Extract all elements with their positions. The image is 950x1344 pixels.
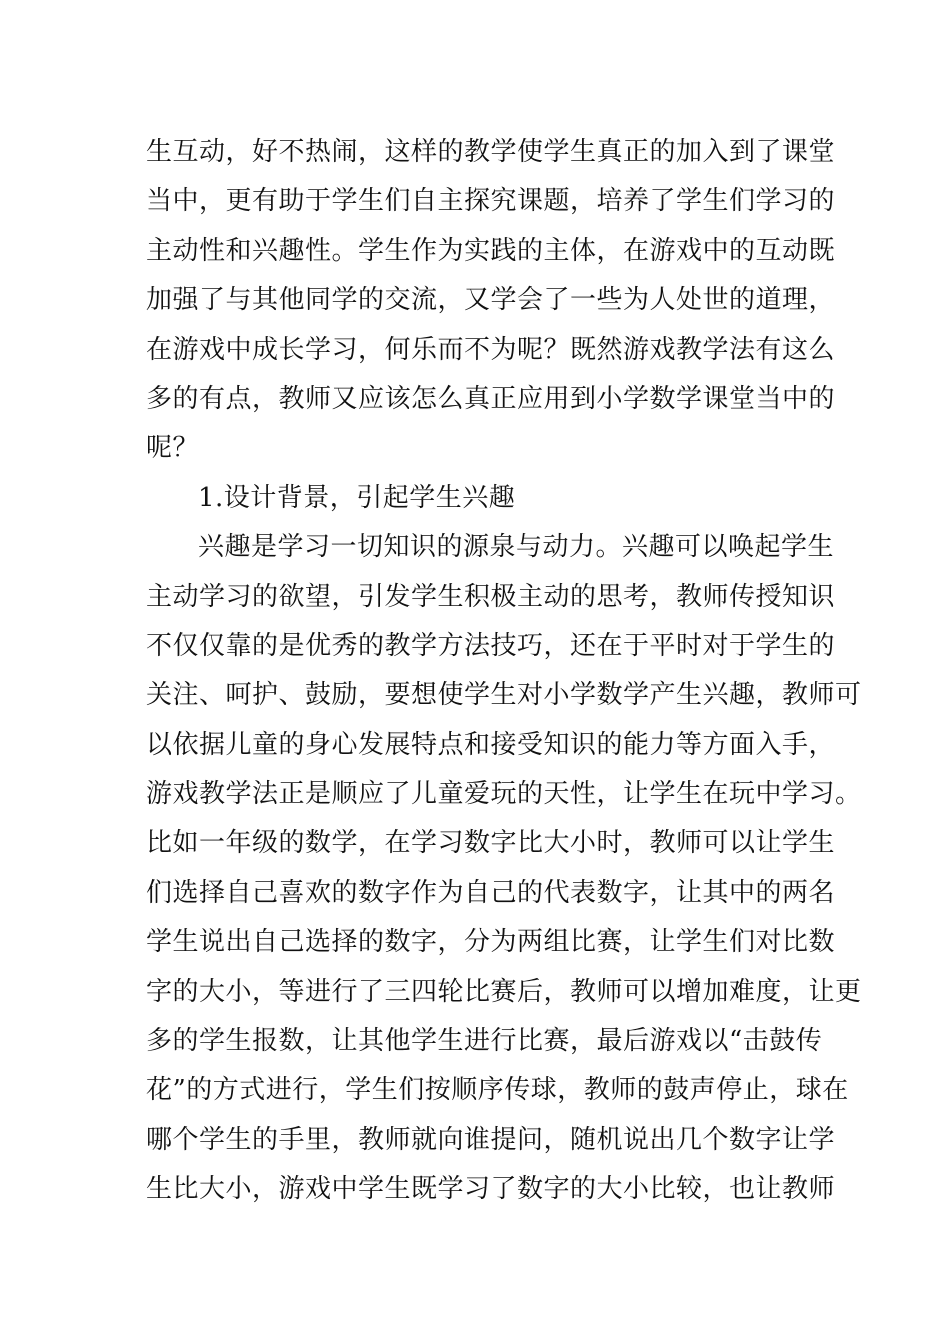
text-line: 学生说出自己选择的数字，分为两组比赛，让学生们对比数: [146, 927, 836, 958]
text-line: 哪个学生的手里，教师就向谁提问，随机说出几个数字让学: [146, 1124, 836, 1155]
body-text: [146, 128, 862, 1215]
text-line: 生比大小，游戏中学生既学习了数字的大小比较，也让教师: [146, 1174, 836, 1205]
text-line: 当中，更有助于学生们自主探究课题，培养了学生们学习的: [146, 186, 836, 217]
text-line: 加强了与其他同学的交流，又学会了一些为人处世的道理，: [146, 285, 836, 316]
text-line: 主动学习的欲望，引发学生积极主动的思考，教师传授知识: [146, 581, 836, 612]
paragraph-first-line: 兴趣是学习一切知识的源泉与动力。兴趣可以唤起学生: [198, 532, 835, 563]
text-line: 比如一年级的数学，在学习数字比大小时，教师可以让学生: [146, 828, 836, 859]
text-line: 生互动，好不热闹，这样的教学使学生真正的加入到了课堂: [146, 137, 836, 167]
text-line: 花”的方式进行，学生们按顺序传球，教师的鼓声停止，球在: [146, 1075, 849, 1106]
text-line: 在游戏中成长学习，何乐而不为呢？既然游戏教学法有这么: [146, 334, 836, 365]
text-line: 以依据儿童的身心发展特点和接受知识的能力等方面入手，: [146, 729, 836, 760]
text-line: 多的有点，教师又应该怎么真正应用到小学数学课堂当中的: [146, 383, 836, 414]
text-line: 不仅仅靠的是优秀的教学方法技巧，还在于平时对于学生的: [146, 630, 836, 661]
text-line: 主动性和兴趣性。学生作为实践的主体，在游戏中的互动既: [146, 235, 836, 266]
text-line: 字的大小，等进行了三四轮比赛后，教师可以增加难度，让更: [146, 976, 862, 1007]
text-line: 呢？: [146, 433, 200, 464]
text-line: 关注、呵护、鼓励，要想使学生对小学数学产生兴趣，教师可: [146, 680, 862, 711]
section-heading: 1.设计背景，引起学生兴趣: [198, 482, 516, 513]
text-line: 游戏教学法正是顺应了儿童爱玩的天性，让学生在玩中学习。: [146, 779, 862, 810]
text-line: 们选择自己喜欢的数字作为自己的代表数字，让其中的两名: [146, 877, 836, 908]
text-line: 多的学生报数，让其他学生进行比赛，最后游戏以“击鼓传: [146, 1026, 823, 1057]
